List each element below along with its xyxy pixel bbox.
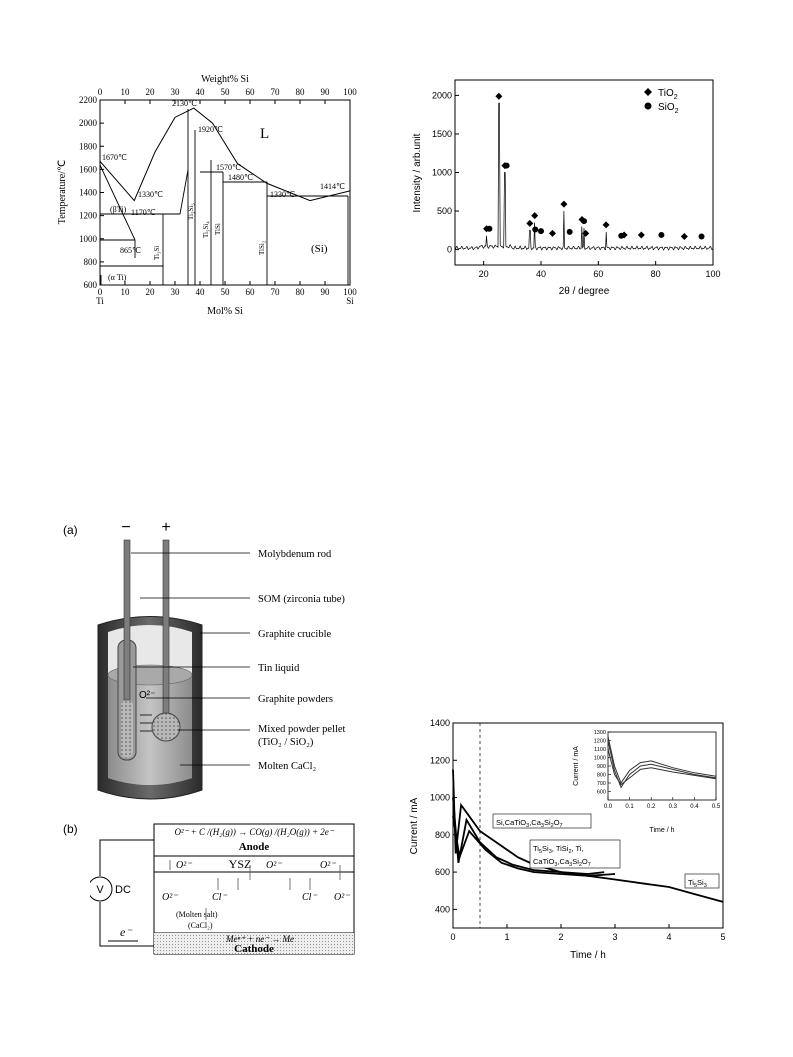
x-tick-label: 80 — [650, 269, 661, 279]
tio2-peak-marker — [560, 201, 567, 208]
x-tick-label: 60 — [245, 287, 255, 297]
x-tick-label: 1 — [504, 932, 510, 942]
current-time-chart — [405, 718, 735, 963]
inset-y-label: Current / mA — [573, 746, 580, 786]
y-tick-label: 1200 — [79, 210, 97, 221]
tio2-peak-marker — [681, 233, 688, 240]
y-tick-label: 1400 — [79, 187, 97, 198]
phase-diagram — [55, 70, 365, 320]
annotation-3: $Ti_5Si_3$ — [688, 878, 707, 889]
inset-chart — [573, 730, 721, 834]
sio2-peak-marker — [618, 233, 624, 239]
xrd-axis-ticks — [432, 90, 721, 279]
o2-label: O²⁻ — [139, 690, 156, 701]
electrolysis-schematic — [90, 820, 360, 960]
figure-label-b: (b) — [63, 822, 78, 836]
x-tick-label: 90 — [320, 287, 330, 297]
x-tick-label: 20 — [145, 287, 155, 297]
tin-liquid — [121, 700, 133, 758]
y-tick-label: 1000 — [79, 233, 97, 244]
cathode-reaction: Meⁿ⁺ + ne⁻ → Me — [226, 934, 294, 944]
x-tick-label: 0 — [97, 287, 103, 297]
callout-pellet: Mixed powder pellet — [258, 724, 346, 735]
temp-1414: 1414℃ — [320, 182, 345, 191]
cl-salt-right: Cl⁻ — [302, 892, 317, 903]
apparatus-diagram — [60, 520, 400, 815]
x-tick-label: 4 — [666, 932, 672, 942]
anode-label: Anode — [238, 841, 270, 853]
y-tick-label: 1000 — [431, 167, 452, 178]
y-tick-label: 800 — [83, 256, 97, 267]
y-tick-label: 400 — [434, 904, 450, 915]
temp-1330-right: 1330℃ — [270, 190, 295, 199]
cathode-label: Cathode — [234, 943, 274, 955]
y-tick-label: 1600 — [79, 164, 97, 175]
molten-salt-label: (Molten salt) — [176, 910, 218, 919]
phase-ti5si4: Ti₅Si₄ — [202, 221, 210, 238]
x-tick-label: 60 — [593, 269, 604, 279]
o2-salt-right: O²⁻ — [334, 892, 350, 903]
x-axis-ticks — [98, 281, 358, 297]
tio2-peak-marker — [549, 230, 556, 237]
inset-y-tick-label: 1200 — [593, 738, 606, 745]
inset-y-tick-label: 800 — [596, 772, 606, 779]
xrd-y-label: Intensity / arb.unit — [412, 133, 423, 213]
x-tick-label: 20 — [478, 269, 489, 279]
tio2-peak-marker — [531, 212, 538, 219]
sio2-peak-marker — [567, 229, 573, 235]
y-tick-label: 600 — [434, 867, 450, 878]
region-liquid: L — [260, 126, 270, 142]
top-axis-label: Weight% Si — [201, 74, 249, 85]
inset-x-tick-label: 0.3 — [668, 804, 677, 810]
current-x-label: Time / h — [570, 950, 606, 961]
annotation-1: $Si,CaTiO_3,Ca_3Si_2O_7$ — [496, 818, 563, 829]
inset-x-tick-label: 0.5 — [711, 804, 721, 810]
diamond-icon — [644, 88, 652, 96]
sio2-peak-marker — [538, 228, 544, 234]
y-tick-label: 2000 — [79, 118, 97, 129]
top-tick-label: 0 — [97, 87, 103, 97]
sio2-peak-marker — [486, 226, 492, 232]
top-tick-label: 70 — [270, 87, 280, 97]
o2-ysz-left: O²⁻ — [176, 860, 192, 871]
temp-2130: 2130℃ — [172, 99, 197, 108]
legend-sio2: SiO$_2$ — [658, 102, 679, 115]
minus-terminal: − — [121, 520, 131, 536]
callout-graphite-powders: Graphite powders — [258, 694, 333, 705]
x-tick-label: 40 — [195, 287, 205, 297]
x-tick-label: 50 — [220, 287, 230, 297]
top-axis-ticks — [98, 87, 358, 104]
sio2-peak-marker — [504, 163, 510, 169]
plus-terminal: + — [161, 520, 171, 536]
top-tick-label: 80 — [295, 87, 305, 97]
inset-frame — [608, 732, 716, 800]
region-si: (Si) — [311, 243, 328, 255]
o2-ysz-mid: O²⁻ — [266, 860, 282, 871]
callout-som: SOM (zirconia tube) — [258, 594, 345, 605]
inset-y-tick-label: 1300 — [593, 730, 606, 736]
callout-cacl2: Molten CaCl₂ — [258, 761, 317, 772]
sio2-peak-marker — [699, 233, 705, 239]
y-tick-label: 800 — [434, 829, 450, 840]
x-tick-label: 100 — [705, 269, 721, 279]
sio2-peak-marker — [581, 218, 587, 224]
circle-icon — [645, 103, 652, 110]
temp-1170: 1170℃ — [131, 208, 156, 217]
tio2-peak-marker — [603, 221, 610, 228]
phase-ti3si: Ti₃Si — [153, 245, 161, 260]
y-tick-label: 600 — [83, 280, 97, 290]
callout-pellet-composition: (TiO₂ / SiO₂) — [258, 737, 314, 748]
inset-y-tick-label: 700 — [596, 781, 606, 787]
y-tick-label: 1200 — [429, 755, 450, 766]
inset-x-label: Time / h — [649, 827, 675, 834]
xrd-peak-markers — [483, 93, 705, 240]
o2-ysz-right: O²⁻ — [320, 860, 336, 871]
tio2-peak-marker — [582, 230, 589, 237]
callout-tin: Tin liquid — [258, 663, 300, 674]
top-tick-label: 100 — [343, 87, 357, 97]
xrd-chart — [408, 75, 728, 300]
x-tick-label: 2 — [558, 932, 564, 942]
y-tick-label: 1000 — [429, 792, 450, 803]
y-tick-label: 500 — [436, 206, 452, 217]
top-tick-label: 90 — [320, 87, 330, 97]
temp-865: 865℃ — [120, 246, 141, 255]
temp-1670: 1670℃ — [102, 153, 127, 162]
cl-salt-left: Cl⁻ — [212, 892, 227, 903]
inset-x-tick-label: 0.0 — [603, 804, 613, 810]
temp-1480: 1480℃ — [228, 173, 253, 182]
ysz-label: YSZ — [228, 857, 252, 871]
xrd-legend — [644, 88, 679, 115]
anode-rod — [163, 540, 169, 715]
top-tick-label: 60 — [245, 87, 255, 97]
x-tick-label: 10 — [120, 287, 130, 297]
inset-x-tick-label: 0.2 — [647, 804, 656, 810]
y-tick-label: 1800 — [79, 141, 97, 152]
top-tick-label: 50 — [220, 87, 230, 97]
si-end-label: Si — [346, 296, 354, 306]
x-tick-label: 100 — [343, 287, 357, 297]
inset-y-tick-label: 600 — [596, 789, 606, 796]
figure-label-a: (a) — [63, 523, 78, 537]
anode-reaction: O²⁻ + C /(H₂(g)) → CO(g) /(H₂O(g)) + 2e⁻ — [174, 827, 334, 837]
x-tick-label: 0 — [450, 932, 456, 942]
annotation-2a: $Ti_5Si_3$, TiSi$_2$, Ti, — [533, 844, 584, 855]
y-axis-label: Temperature/℃ — [57, 159, 68, 225]
x-tick-label: 30 — [170, 287, 180, 297]
top-tick-label: 10 — [120, 87, 130, 97]
y-tick-label: 2000 — [431, 90, 452, 101]
top-tick-label: 20 — [145, 87, 155, 97]
inset-y-tick-label: 1100 — [594, 747, 606, 753]
xrd-pattern — [455, 103, 713, 250]
legend-tio2: TiO$_2$ — [658, 88, 678, 101]
tio2-peak-marker — [638, 231, 645, 238]
x-tick-label: 80 — [295, 287, 305, 297]
inset-y-tick-label: 1000 — [593, 755, 606, 762]
liquidus-curve — [100, 108, 350, 201]
temp-1920: 1920℃ — [198, 125, 223, 134]
y-tick-label: 1400 — [429, 718, 450, 728]
top-tick-label: 40 — [195, 87, 205, 97]
inset-x-tick-label: 0.1 — [625, 804, 634, 810]
x-tick-label: 3 — [612, 932, 618, 942]
temp-1330-left: 1330℃ — [138, 190, 163, 199]
region-alpha-ti: (α Ti) — [108, 273, 127, 282]
callout-molybdenum: Molybdenum rod — [258, 549, 332, 560]
xrd-x-label: 2θ / degree — [558, 286, 610, 297]
phase-ti5si3: Ti₅Si₃ — [187, 203, 195, 220]
x-axis-label: Mol% Si — [207, 306, 243, 317]
y-tick-label: 2200 — [79, 95, 97, 105]
annotation-2b: $CaTiO_3,Ca_3Si_2O_7$ — [533, 857, 591, 868]
current-y-label: Current / mA — [409, 797, 420, 855]
dc-label: DC — [115, 884, 131, 896]
electron-label: e⁻ — [120, 925, 132, 939]
x-tick-label: 70 — [270, 287, 280, 297]
y-tick-label: 1500 — [431, 128, 452, 139]
ti-end-label: Ti — [96, 296, 104, 306]
inset-x-tick-label: 0.4 — [690, 804, 699, 810]
inset-y-tick-label: 900 — [596, 764, 606, 770]
tio2-peak-marker — [495, 93, 502, 100]
sio2-peak-marker — [658, 232, 664, 238]
x-tick-label: 40 — [535, 269, 547, 279]
top-tick-label: 30 — [170, 87, 180, 97]
callout-crucible: Graphite crucible — [258, 629, 332, 640]
x-tick-label: 5 — [720, 932, 726, 942]
temp-1570: 1570℃ — [216, 163, 241, 172]
y-tick-label: 0 — [446, 244, 452, 255]
phase-tisi: TiSi — [214, 223, 222, 235]
voltmeter-v: V — [96, 884, 104, 896]
phase-tisi2: TiSi₂ — [258, 240, 266, 255]
cacl2-label: (CaCl₂) — [188, 921, 213, 930]
powder-pellet — [152, 713, 180, 741]
sio2-peak-marker — [532, 227, 538, 233]
region-beta-ti: (βTi) — [110, 205, 127, 214]
cathode-rod — [124, 540, 130, 700]
tio2-peak-marker — [526, 220, 533, 227]
o2-salt-left: O²⁻ — [162, 892, 178, 903]
